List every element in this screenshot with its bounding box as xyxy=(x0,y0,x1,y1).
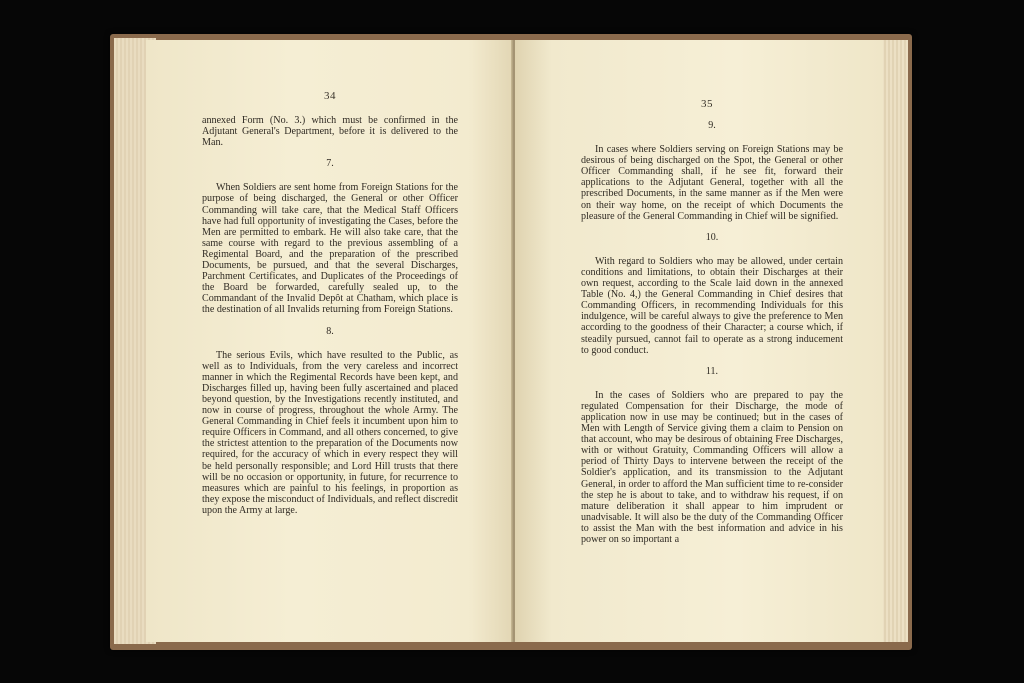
left-page-text xyxy=(202,115,458,516)
section-11-paragraph: In the cases of Soldiers who are prepared to pay the regulated Compensation for their Discharge, the mode of application now in use may be continued; but in the cases of Men with Length of Service giving them a claim to Pension on that account, who may be desirous of obtaining Free Discharges, with or without Gratuity, Commanding Officers will allow a period of Thirty Days to intervene between the receipt of the Soldier's application, and its transmission to the Adjutant General, in order to afford the Man sufficient time to re-consider the step he is about to take, and to withdraw his request, if on mature deliberation it shall appear to him imprudent or unadvisable. It will also be the duty of the Commanding Officer to assist the Man with the best information and advice in his power on so important a xyxy=(581,389,843,545)
left-page-number: 34 xyxy=(324,90,336,102)
section-10-paragraph: With regard to Soldiers who may be allowed, under certain conditions and limitations, to obtain their Discharges at their own request, according to the Scale laid down in the annexed Table (No. 4,) the General Commanding in Chief desires that Commanding Officers, in recommending Individuals for this indulgence, will be careful always to give the preference to Men according to the goodness of their Character; a course which, if steadily pursued, cannot fail to operate as a strong inducement to good conduct. xyxy=(581,255,843,356)
section-number-11: 11. xyxy=(705,365,719,377)
section-number-7: 7. xyxy=(326,158,334,170)
section-7-paragraph: When Soldiers are sent home from Foreign Stations for the purpose of being discharged, the General or other Officer Commanding will take care, that the Medical Staff Officers have had full opportunity of investigating the Cases, before the Men are permitted to embark. He will also take care, that the same course with regard to the previous assembling of a Regimental Board, and the preparation of the prescribed Documents, be pursued, and that the several Discharges, Parchment Certificates, and Duplicates of the Proceedings of the Board be forwarded, carefully sealed up, to the Commandant of the Invalid Depôt at Chatham, which place is the destination of all Invalids returning from Foreign Stations. xyxy=(202,182,458,316)
right-page xyxy=(515,40,883,642)
section-9-paragraph: In cases where Soldiers serving on Foreign Stations may be desirous of being discharged on the Spot, the General or other Officer Commanding shall, if he see fit, forward their applications to the Adjutant General, together with all the prescribed Documents, in the same manner as if the Men were on their way home, on the receipt of which Documents the pleasure of the General Commanding in Chief will be signified. xyxy=(581,144,843,222)
continuation-paragraph: annexed Form (No. 3.) which must be confirmed in the Adjutant General's Department, before it is delivered to the Man. xyxy=(202,115,458,149)
left-page xyxy=(146,40,513,642)
section-number-10: 10. xyxy=(705,231,719,243)
right-page-number: 35 xyxy=(701,98,713,110)
section-number-8: 8. xyxy=(326,325,334,337)
section-number-9: 9. xyxy=(708,120,716,131)
section-8-paragraph: The serious Evils, which have resulted to the Public, as well as to Individuals, from the very careless and incorrect manner in which the Regimental Records have been kept, and Discharges filled up, having been fully ascertained and placed beyond question, by the Investigations recently instituted, and now in course of progress, throughout the whole Army. The General Commanding in Chief feels it incumbent upon him to require Officers in Command, and all others concerned, to give the strictest attention to the preparation of the Documents now required, for the accuracy of which in every respect they will be held personally responsible; and Lord Hill trusts that there will be no occasion or opportunity, in future, for recurrence to measures which are painful to his feelings, in proportion as they expose the misconduct of Individuals, and reflect discredit upon the Army at large. xyxy=(202,349,458,516)
right-page-text xyxy=(581,120,843,545)
